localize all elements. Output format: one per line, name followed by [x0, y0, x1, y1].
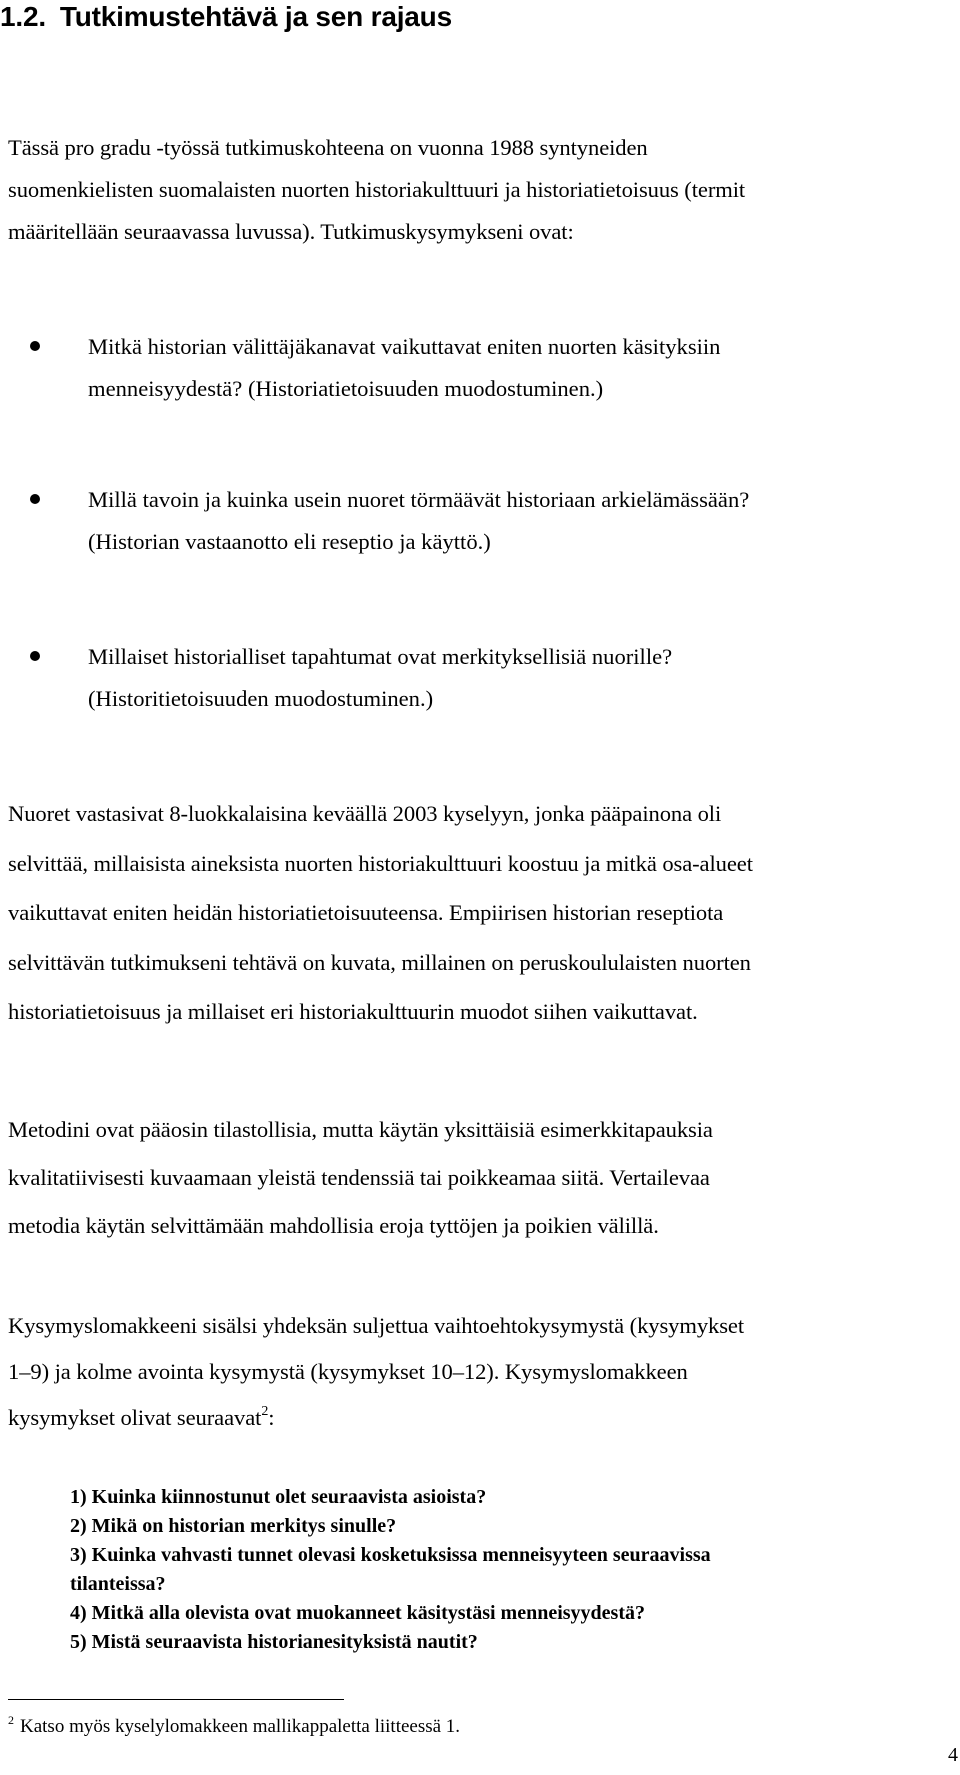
research-question-line: Millä tavoin ja kuinka usein nuoret törmäävät historiaan arkielämässään? [88, 487, 750, 512]
questionnaire-intro-line: Kysymyslomakkeeni sisälsi yhdeksän suljettua vaihtoehtokysymystä (kysymykset [8, 1313, 745, 1338]
questionnaire-intro-line: kysymykset olivat seuraavat [8, 1405, 262, 1430]
intro-line: Tässä pro gradu -työssä tutkimuskohteena on vuonna 1988 syntyneiden [8, 135, 648, 160]
research-question-line: Millaiset historialliset tapahtumat ovat merkityksellisiä nuorille? [88, 644, 673, 669]
questionnaire-item: 4) Mitkä alla olevista ovat muokanneet käsitystäsi menneisyydestä? [70, 1602, 645, 1624]
footnote-divider [8, 1699, 344, 1700]
research-question-item [30, 636, 930, 720]
footnote-reference[interactable]: 2 [261, 1404, 269, 1419]
questionnaire-item: 2) Mikä on historian merkitys sinulle? [70, 1515, 397, 1537]
section-title: Tutkimustehtävä ja sen rajaus [59, 1, 452, 32]
questionnaire-list [70, 1483, 930, 1657]
bullet-icon [30, 341, 40, 351]
research-question-line: (Historian vastaanotto eli reseptio ja käyttö.) [88, 529, 491, 554]
survey-paragraph [8, 789, 952, 1037]
questionnaire-item: 1) Kuinka kiinnostunut olet seuraavista asioista? [70, 1486, 487, 1508]
survey-line: vaikuttavat eniten heidän historiatietoisuuteensa. Empiirisen historian reseptiota [8, 900, 724, 925]
intro-line: määritellään seuraavassa luvussa). Tutkimuskysymykseni ovat: [8, 219, 574, 244]
research-question-item [30, 326, 930, 410]
footnote [8, 1714, 460, 1740]
footnote-text: Katso myös kyselylomakkeen mallikappaletta liitteessä 1. [20, 1716, 461, 1737]
questionnaire-item: 5) Mistä seuraavista historianesityksistä nautit? [70, 1631, 478, 1653]
research-question-text [88, 636, 930, 720]
survey-line: selvittää, millaisista aineksista nuorten historiakulttuuri koostuu ja mitkä osa-alueet [8, 850, 753, 876]
research-question-line: (Historitietoisuuden muodostuminen.) [88, 686, 434, 711]
methods-line: kvalitatiivisesti kuvaamaan yleistä tendenssiä tai poikkeamaa siitä. Vertailevaa [8, 1165, 710, 1190]
methods-line: metodia käytän selvittämään mahdollisia eroja tyttöjen ja poikien välillä. [8, 1213, 659, 1238]
research-question-item [30, 479, 930, 563]
intro-line: suomenkielisten suomalaisten nuorten historiakulttuuri ja historiatietoisuus (termit [8, 177, 746, 202]
questionnaire-item: 3) Kuinka vahvasti tunnet olevasi kosketuksissa menneisyyteen seuraavissa [70, 1544, 711, 1566]
questionnaire-intro-line: 1–9) ja kolme avointa kysymystä (kysymykset 10–12). Kysymyslomakkeen [8, 1359, 688, 1384]
questionnaire-intro-colon: : [268, 1405, 275, 1430]
page-number: 4 [948, 1744, 958, 1766]
section-heading [0, 0, 452, 34]
methods-line: Metodini ovat pääosin tilastollisia, mutta käytän yksittäisiä esimerkkitapauksia [8, 1117, 713, 1142]
bullet-icon [30, 494, 40, 504]
questionnaire-intro-paragraph [8, 1303, 952, 1441]
bullet-icon [30, 651, 40, 661]
methods-paragraph [8, 1106, 952, 1250]
survey-line: Nuoret vastasivat 8-luokkalaisina keväällä 2003 kyselyyn, jonka pääpainona oli [8, 801, 722, 826]
section-number: 1.2. [0, 1, 46, 32]
research-question-text [88, 479, 930, 563]
footnote-mark: 2 [8, 1713, 14, 1727]
survey-line: historiatietoisuus ja millaiset eri historiakulttuurin muodot siihen vaikuttavat. [8, 999, 698, 1024]
research-question-line: Mitkä historian välittäjäkanavat vaikuttavat eniten nuorten käsityksiin [88, 334, 721, 359]
survey-line: selvittävän tutkimukseni tehtävä on kuvata, millainen on peruskoululaisten nuorten [8, 949, 751, 975]
research-question-line: menneisyydestä? (Historiatietoisuuden muodostuminen.) [88, 376, 604, 401]
research-question-text [88, 326, 930, 410]
questionnaire-item: tilanteissa? [70, 1573, 166, 1595]
intro-paragraph [8, 127, 952, 253]
